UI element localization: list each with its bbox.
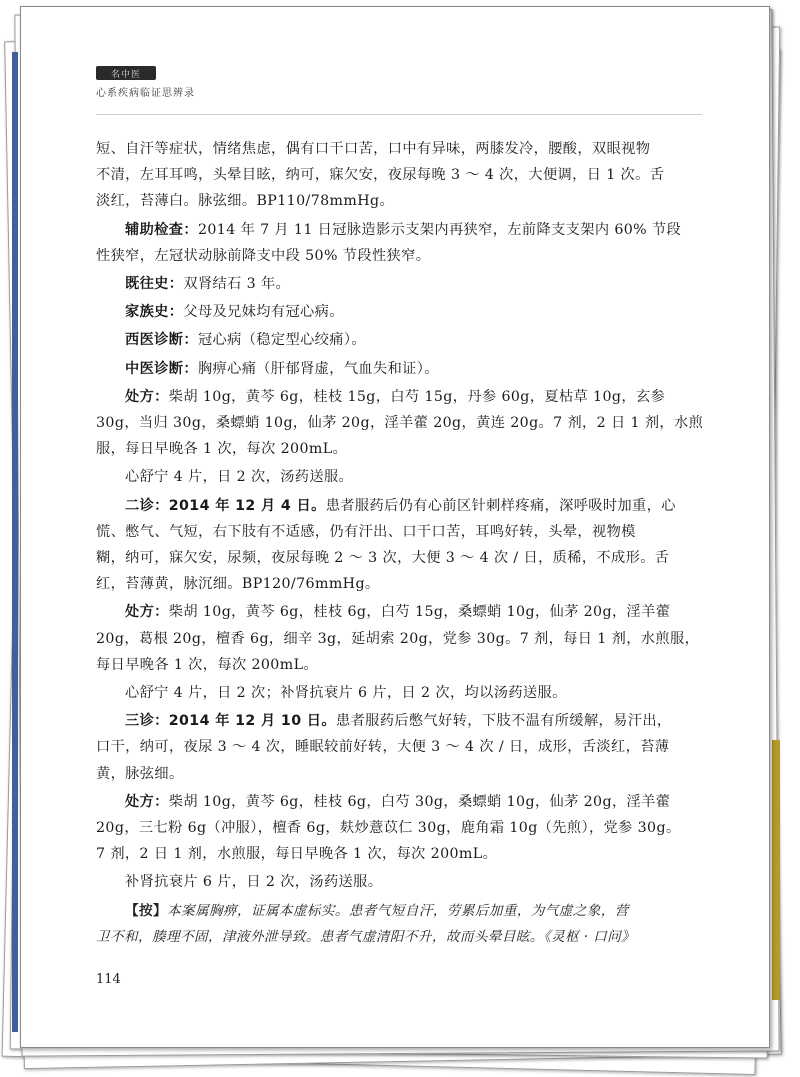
label-second-visit: 二诊：2014 年 12 月 4 日。 (125, 497, 326, 514)
paragraph-symptoms: 短、自汗等症状，情绪焦虑，偶有口干口苦，口中有异味，两膝发冷，腰酸，双眼视物 不清，左耳耳鸣，头晕目眩，纳可，寐欠安，夜尿每晚 3 ～ 4 次，大便调，日 1 次。舌 淡红，苔薄白。脉弦细。BP110/78mmHg。 (96, 141, 665, 210)
paragraph-prescription-3: 处方：柴胡 10g，黄芩 6g，桂枝 6g，白芍 30g，桑螵蛸 10g，仙茅 20g，淫羊藿 20g，三七粉 6g（冲服），檀香 6g，麸炒薏苡仁 30g，鹿角霜 10g（先煎），党参 30g。 7 剂，2 日 1 剂，水煎服，每日早晚各 1 次，每次 200mL。 (96, 793, 681, 863)
paragraph-prescription-1: 处方：柴胡 10g，黄芩 6g，桂枝 15g，白芍 15g，丹参 60g，夏枯草 10g，玄参 30g，当归 30g，桑螵蛸 10g，仙茅 20g，淫羊藿 20g，黄连 20g。7 剂，2 日 1 剂，水煎 服，每日早晚各 1 次，每次 200mL。 (96, 388, 704, 458)
label-western-diagnosis: 西医诊断： (125, 332, 198, 349)
page-header (96, 66, 195, 99)
paragraph-past-history: 既往史：双肾结石 3 年。 (125, 276, 291, 293)
page-body (96, 136, 706, 952)
paragraph-medication-3: 补肾抗衰片 6 片，日 2 次，汤药送服。 (125, 874, 383, 891)
running-title: 心系疾病临证思辨录 (96, 88, 195, 99)
label-prescription: 处方： (125, 604, 169, 621)
paragraph-commentary: 【按】本案属胸痹，证属本虚标实。患者气短自汗，劳累后加重，为气虚之象，营 卫不和，腠理不固，津液外泄导致。患者气虚清阳不升，故而头晕目眩。《灵枢 · 口问》 (96, 902, 636, 945)
series-logo (96, 66, 156, 80)
label-prescription: 处方： (125, 388, 169, 405)
paragraph-medication-1: 心舒宁 4 片，日 2 次，汤药送服。 (125, 469, 354, 486)
label-commentary: 【按】 (125, 902, 167, 919)
label-tcm-diagnosis: 中医诊断： (125, 360, 198, 377)
label-third-visit: 三诊：2014 年 12 月 10 日。 (125, 713, 336, 730)
label-past-history: 既往史： (125, 276, 184, 293)
paragraph-auxiliary-exam: 辅助检查：2014 年 7 月 11 日冠脉造影示支架内再狭窄，左前降支支架内 60% 节段 性狭窄，左冠状动脉前降支中段 50% 节段性狭窄。 (96, 221, 682, 264)
label-auxiliary-exam: 辅助检查： (125, 221, 198, 238)
cover-edge-left (12, 52, 18, 1032)
label-family-history: 家族史： (125, 304, 184, 321)
paragraph-family-history: 家族史：父母及兄妹均有冠心病。 (125, 304, 344, 321)
page-number: 114 (96, 972, 121, 987)
cover-edge-right (772, 740, 780, 1000)
paragraph-prescription-2: 处方：柴胡 10g，黄芩 6g，桂枝 6g，白芍 15g，桑螵蛸 10g，仙茅 20g，淫羊藿 20g，葛根 20g，檀香 6g，细辛 3g，延胡索 20g，党参 30g。7 剂，每日 1 剂，水煎服， 每日早晚各 1 次，每次 200mL。 (96, 604, 700, 673)
header-divider (96, 114, 702, 115)
paragraph-western-diagnosis: 西医诊断：冠心病（稳定型心绞痛）。 (125, 332, 366, 349)
paragraph-third-visit: 三诊：2014 年 12 月 10 日。患者服药后憋气好转，下肢不温有所缓解，易汗出， 口干，纳可，夜尿 3 ～ 4 次，睡眠较前好转，大便 3 ～ 4 次 / 日，成形，舌淡红，苔薄 黄，脉弦细。 (96, 713, 672, 782)
series-logo-text: 名中医 (110, 69, 141, 80)
paragraph-second-visit: 二诊：2014 年 12 月 4 日。患者服药后仍有心前区针刺样疼痛，深呼吸时加重，心 慌、憋气、气短，右下肢有不适感，仍有汗出、口干口苦，耳鸣好转，头晕，视物模 糊，纳可，寐欠安，尿频，夜尿每晚 2 ～ 3 次，大便 3 ～ 4 次 / 日，质稀，不成形。舌 红，苔薄黄，脉沉细。BP120/76mmHg。 (96, 497, 676, 593)
paragraph-medication-2: 心舒宁 4 片，日 2 次；补肾抗衰片 6 片，日 2 次，均以汤药送服。 (125, 685, 567, 702)
paragraph-tcm-diagnosis: 中医诊断：胸痹心痛（肝郁肾虚，气血失和证）。 (125, 360, 439, 377)
label-prescription: 处方： (125, 793, 169, 810)
